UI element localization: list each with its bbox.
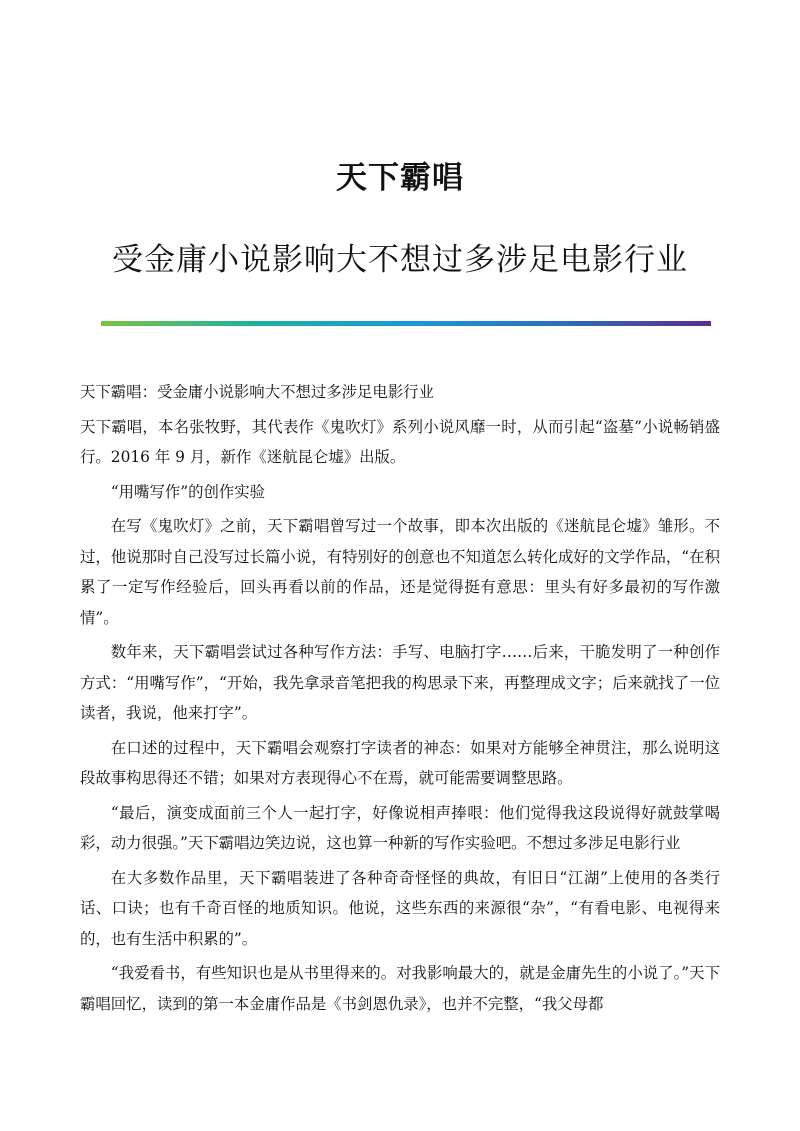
paragraph: 在大多数作品里，天下霸唱装进了各种奇奇怪怪的典故，有旧日“江湖”上使用的各类行话、口诀；也有千奇百怪的地质知识。他说，这些东西的来源很“杂”，“有看电影、电视得来的，也有生活中积累的”。 bbox=[80, 868, 720, 948]
article-heading-line: 天下霸唱：受金庸小说影响大不想过多涉足电影行业 bbox=[80, 383, 434, 401]
article-body bbox=[80, 377, 720, 1023]
document-subtitle: 受金庸小说影响大不想过多涉足电影行业 bbox=[112, 242, 688, 278]
paragraph: 数年来，天下霸唱尝试过各种写作方法：手写、电脑打字……后来，干脆发明了一种创作方式：“用嘴写作”，“开始，我先拿录音笔把我的构思录下来，再整理成文字；后来就找了一位读者，我说，他来打字”。 bbox=[80, 643, 720, 722]
paragraph-intro: 天下霸唱，本名张牧野，其代表作《鬼吹灯》系列小说风靡一时，从而引起“盗墓”小说畅销盛行。2016 年 9 月，新作《迷航昆仑墟》出版。 bbox=[80, 417, 720, 466]
section-heading: “用嘴写作”的创作实验 bbox=[110, 482, 266, 501]
paragraph: “最后，演变成面前三个人一起打字，好像说相声捧哏：他们觉得我这段说得好就鼓掌喝彩，动力很强。”天下霸唱边笑边说，这也算一种新的写作实验吧。不想过多涉足电影行业 bbox=[80, 803, 720, 852]
gradient-divider bbox=[101, 321, 711, 326]
paragraph: 在口述的过程中，天下霸唱会观察打字读者的神态：如果对方能够全神贯注，那么说明这段故事构思得还不错；如果对方表现得心不在焉，就可能需要调整思路。 bbox=[80, 738, 720, 787]
paragraph: 在写《鬼吹灯》之前，天下霸唱曾写过一个故事，即本次出版的《迷航昆仑墟》雏形。不过，他说那时自己没写过长篇小说，有特别好的创意也不知道怎么转化成好的文学作品，“在积累了一定写作经验后，回头再看以前的作品，还是觉得挺有意思：里头有好多最初的写作激情”。 bbox=[80, 517, 720, 627]
paragraph: “我爱看书，有些知识也是从书里得来的。对我影响最大的，就是金庸先生的小说了。”天下霸唱回忆，读到的第一本金庸作品是《书剑恩仇录》，也并不完整，“我父母都 bbox=[80, 964, 720, 1013]
document-title: 天下霸唱 bbox=[336, 160, 464, 196]
